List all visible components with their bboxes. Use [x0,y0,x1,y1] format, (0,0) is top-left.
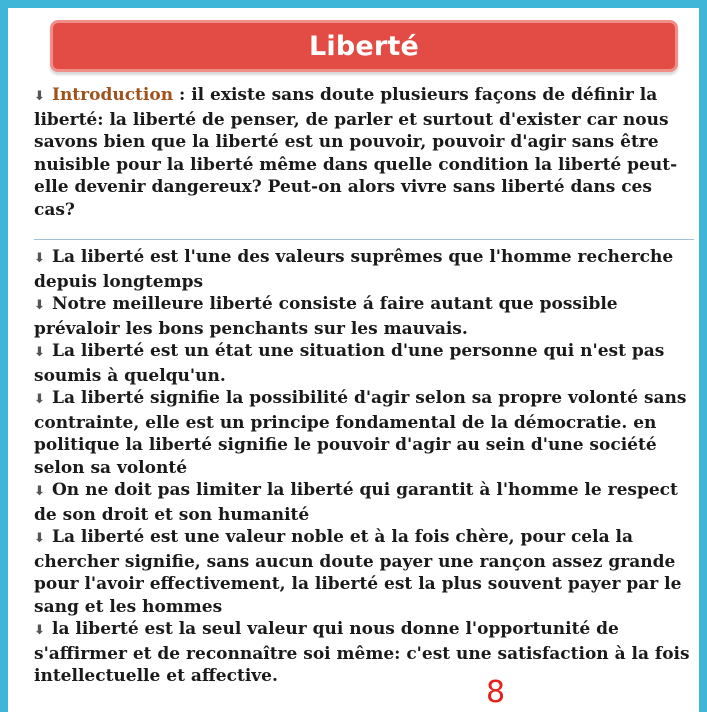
down-arrow-icon: ⬇ [34,484,45,499]
page-number: 8 [486,675,506,710]
list-item [34,479,696,526]
list-item [34,340,696,387]
list-item-text: La liberté est une valeur noble et à la fois chère, pour cela la chercher signifie, sans aucun doute payer une rançon assez grande pour l'avoir effectivement, la liberté est la plus souvent payer par le sang et les hommes [34,527,682,617]
list-item-text: La liberté signifie la possibilité d'agir selon sa propre volonté sans contrainte, elle est un principe fondamental de la démocratie. en politique la liberté signifie le pouvoir d'agir au sein d'une société selon sa volonté [34,388,687,478]
page-title: Liberté [308,30,420,62]
document-body [34,84,696,688]
down-arrow-icon: ⬇ [34,298,45,313]
intro-paragraph [34,84,696,221]
list-item-text: La liberté est un état une situation d'une personne qui n'est pas soumis à quelqu'un. [34,341,665,386]
list-item-text: Notre meilleure liberté consiste á faire autant que possible prévaloir les bons penchants sur les mauvais. [34,294,618,339]
down-arrow-icon: ⬇ [34,623,45,638]
down-arrow-icon: ⬇ [34,251,45,266]
list-item [34,293,696,340]
section-divider [34,239,694,240]
down-arrow-icon: ⬇ [34,345,45,360]
list-item [34,387,696,479]
title-banner [50,20,678,72]
list-item-text: la liberté est la seul valeur qui nous donne l'opportunité de s'affirmer et de reconnaître soi même: c'est une satisfaction à la fois intellectuelle et affective. [34,619,690,686]
list-item-text: La liberté est l'une des valeurs suprêmes que l'homme recherche depuis longtemps [34,247,674,292]
list-item-text: On ne doit pas limiter la liberté qui garantit à l'homme le respect de son droit et son humanité [34,480,678,525]
list-item [34,526,696,618]
down-arrow-icon: ⬇ [34,531,45,546]
down-arrow-icon: ⬇ [34,392,45,407]
down-arrow-icon: ⬇ [34,89,45,104]
intro-label: Introduction [52,85,174,105]
list-item [34,618,696,688]
list-item [34,246,696,293]
intro-text: : il existe sans doute plusieurs façons de définir la liberté: la liberté de penser, de parler et surtout d'exister car nous savons bien que la liberté est un pouvoir, pouvoir d'agir sans être nuisible pour la liberté même dans quelle condition la liberté peut-elle devenir dangereux? Peut-on alors vivre sans liberté dans ces cas? [34,85,678,220]
